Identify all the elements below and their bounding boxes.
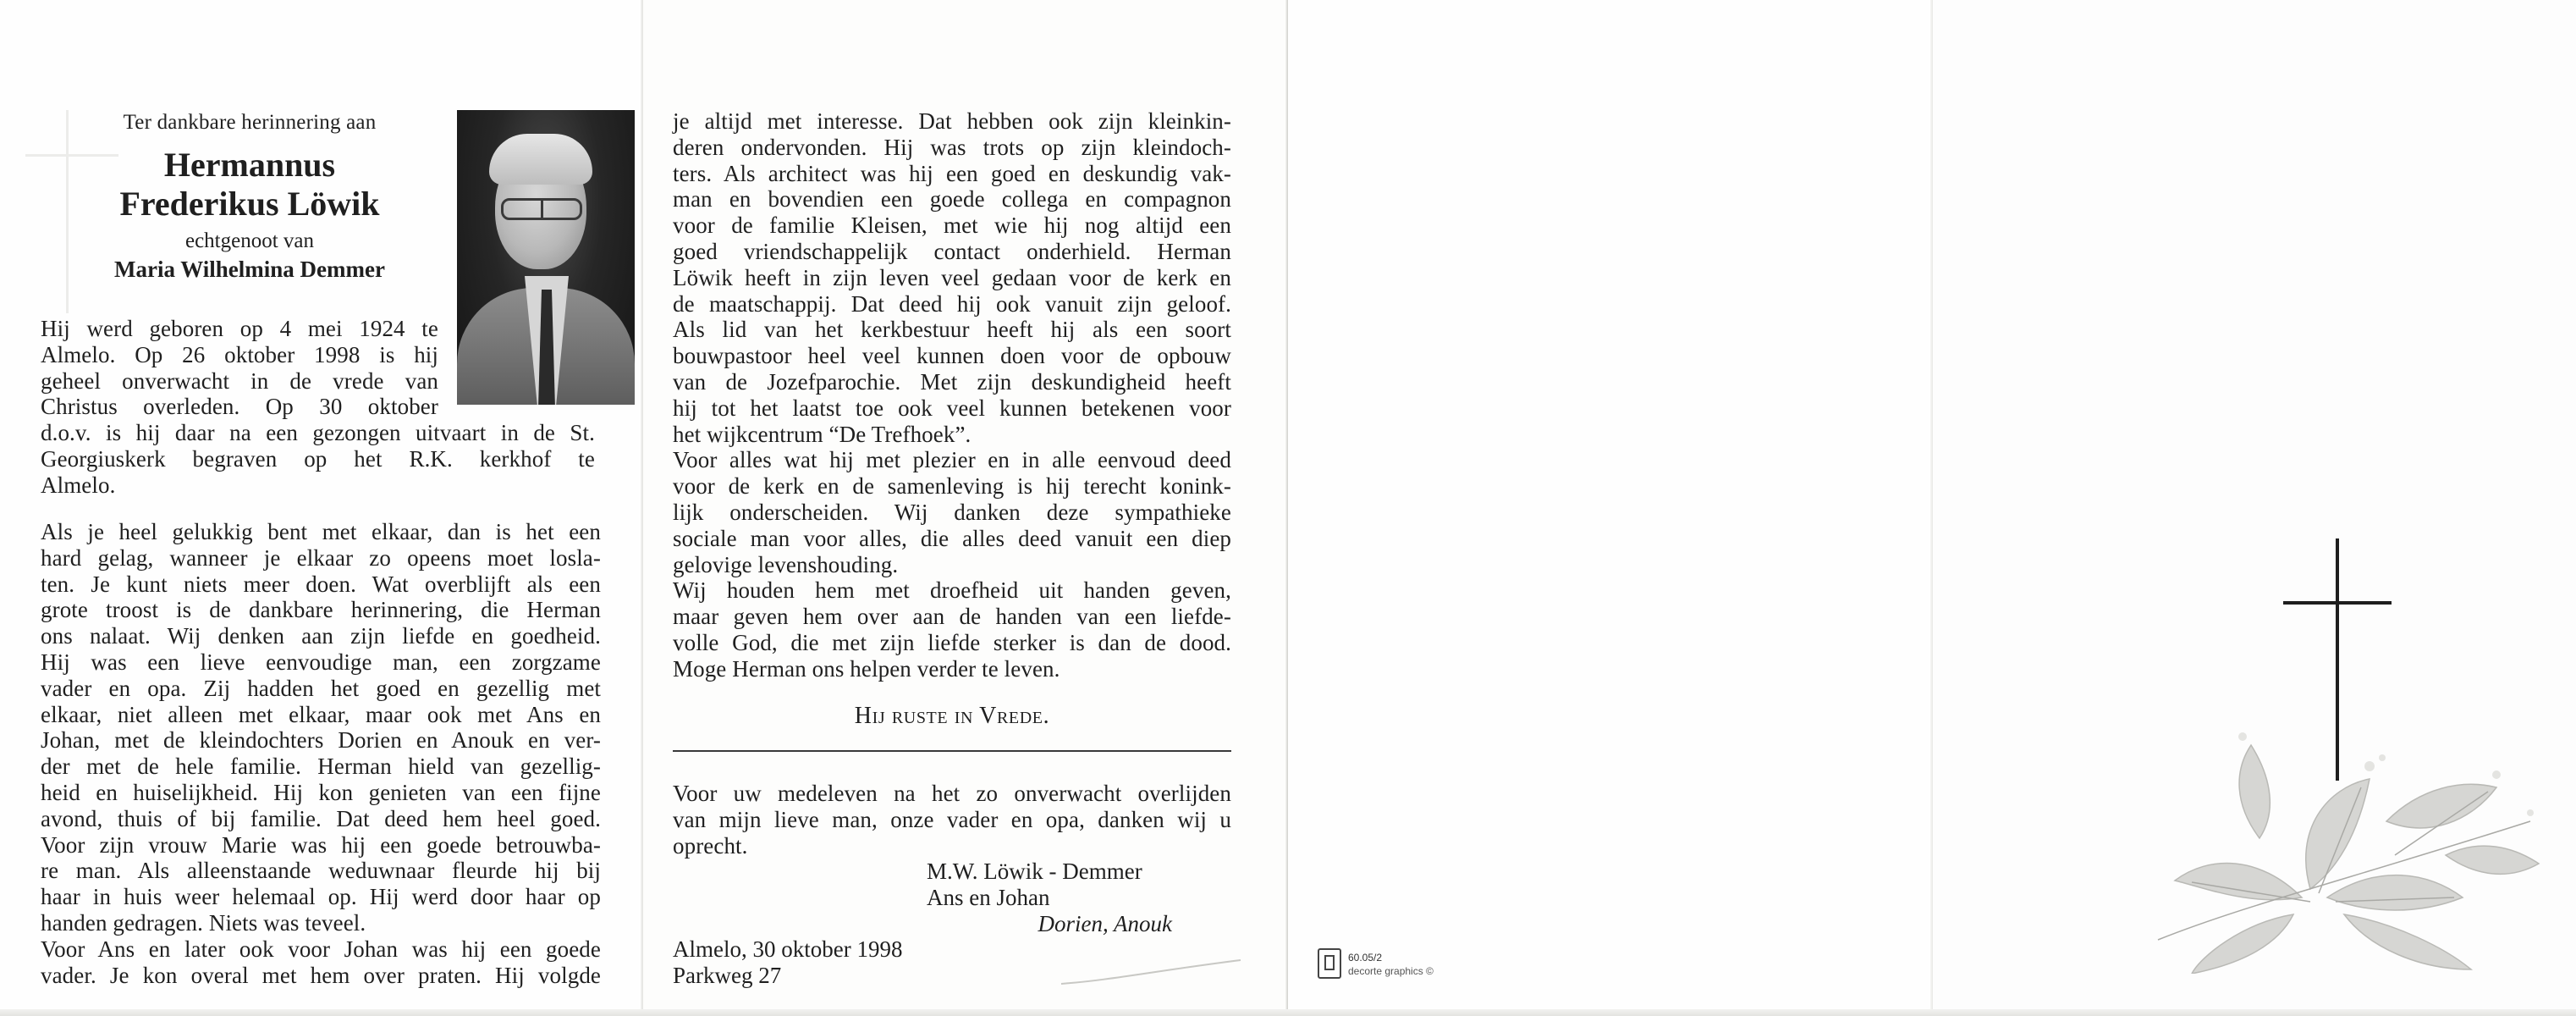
- bio-line: d.o.v. is hij daar na een gezongen uitvaart in de St.: [41, 420, 595, 446]
- memory-line: Johan, met de kleindochters Dorien en Anouk en ver-: [41, 727, 601, 754]
- continuation-line: lijk onderscheiden. Wij danken deze sympathieke: [673, 499, 1231, 525]
- continuation-line: van de Jozefparochie. Met zijn deskundigheid heeft: [673, 368, 1231, 395]
- family-signatures: [927, 859, 1248, 936]
- memory-line: der met de hele familie. Herman hield van gezellig-: [41, 754, 601, 780]
- memory-line: Voor Ans en later ook voor Johan was hij een goede: [41, 936, 601, 962]
- memory-line: vader. Je kon overal met hem over praten. Hij volgde: [41, 962, 601, 988]
- memorial-header: [59, 108, 440, 284]
- continuation-line: Moge Herman ons helpen verder te leven.: [673, 655, 1060, 682]
- bio-line: geheel onverwacht in de vrede van: [41, 367, 438, 394]
- memory-line: heid en huiselijkheid. Hij kon genieten van een fijne: [41, 779, 601, 805]
- place-and-date: Almelo, 30 oktober 1998: [673, 936, 903, 962]
- signature-grandchildren: Dorien, Anouk: [1038, 910, 1172, 936]
- memory-line: ten. Je kunt niets meer doen. Wat overblijft als een: [41, 571, 601, 597]
- memory-line: haar in huis weer helemaal op. Hij werd door haar op: [41, 884, 601, 910]
- deceased-name-last: Frederikus Löwik: [119, 185, 380, 223]
- memory-line: handen gedragen. Niets was teveel.: [41, 909, 366, 936]
- portrait-photo: [457, 110, 635, 405]
- card-panel-back-inner: [1288, 0, 1933, 1016]
- printer-name: decorte graphics ©: [1348, 965, 1434, 977]
- continuation-line: sociale man voor alles, die alles deed vanuit een diep: [673, 525, 1231, 551]
- thanks-line: van mijn lieve man, onze vader en opa, danken wij u: [673, 806, 1231, 832]
- bio-line: Hij werd geboren op 4 mei 1924 te: [41, 316, 438, 341]
- memory-line: Als je heel gelukkig bent met elkaar, dan is het een: [41, 519, 601, 544]
- printer-code: 60.05/2: [1348, 952, 1383, 964]
- memory-line: hard gelag, wanneer je elkaar zo opeens moet losla-: [41, 544, 601, 571]
- bio-line: Almelo.: [41, 472, 116, 498]
- printer-logo-icon: [1318, 948, 1341, 979]
- memory-line: elkaar, niet alleen met elkaar, maar ook met Ans en: [41, 701, 601, 727]
- card-bottom-edge: [0, 1009, 2576, 1016]
- memory-line: Hij was een lieve eenvoudige man, een zorgzame: [41, 649, 601, 675]
- pen-stroke-mark: [1058, 955, 1244, 989]
- memories-paragraph: [41, 519, 601, 988]
- signature-widow: M.W. Löwik - Demmer: [927, 859, 1142, 884]
- memory-line: vader en opa. Zij hadden het goed en gezellig met: [41, 675, 601, 701]
- continuation-line: voor de kerk en de samenleving is hij terecht konink-: [673, 473, 1231, 500]
- memory-line: ons nalaat. Wij denken aan zijn liefde en goedheid.: [41, 623, 601, 649]
- continuation-line: gelovige levenshouding.: [673, 551, 899, 577]
- section-divider: [673, 750, 1231, 752]
- continuation-line: hij tot het laatst toe ook veel kunnen betekenen voor: [673, 395, 1231, 421]
- biography-paragraph: [41, 316, 595, 499]
- deceased-name-first: Hermannus: [163, 146, 336, 184]
- continuation-line: je altijd met interesse. Dat hebben ook zijn kleinkin-: [673, 108, 1231, 134]
- address: Parkweg 27: [673, 963, 782, 988]
- signature-children: Ans en Johan: [927, 884, 1050, 910]
- continuation-line: Als lid van het kerkbestuur heeft hij als een soort: [673, 317, 1231, 343]
- continuation-line: voor de familie Kleisen, met wie hij nog altijd een: [673, 213, 1231, 239]
- thanks-line: Voor uw medeleven na het zo onverwacht overlijden: [673, 781, 1231, 806]
- latin-cross-icon: [2276, 538, 2395, 781]
- memory-line: re man. Als alleenstaande weduwnaar fleurde hij bij: [41, 858, 601, 884]
- printer-mark: [1318, 948, 1487, 986]
- thanks-line: oprecht.: [673, 832, 748, 859]
- continuation-line: volle God, die met zijn liefde sterker is dan de dood.: [673, 629, 1231, 655]
- bio-line: Almelo. Op 26 oktober 1998 is hij: [41, 341, 438, 367]
- continuation-line: man en bovendien een goede collega en compagnon: [673, 186, 1231, 213]
- memory-line: Voor zijn vrouw Marie was hij een goede betrouwba-: [41, 831, 601, 858]
- spouse-name: Maria Wilhelmina Demmer: [114, 257, 385, 282]
- continuation-line: Voor alles wat hij met plezier en in alle eenvoud deed: [673, 447, 1231, 473]
- continuation-line: deren ondervonden. Hij was trots op zijn kleindoch-: [673, 134, 1231, 160]
- intro-line: Ter dankbare herinnering aan: [123, 111, 377, 134]
- continuation-line: maar geven hem over aan de handen van een liefde-: [673, 604, 1231, 630]
- card-panel-front-left: [0, 0, 643, 1016]
- bio-line: Christus overleden. Op 30 oktober: [41, 394, 438, 420]
- memory-line: grote troost is de dankbare herinnering, die Herman: [41, 597, 601, 623]
- continuation-line: het wijkcentrum “De Trefhoek”.: [673, 421, 972, 447]
- continuation-line: goed vriendschappelijk contact onderhield. Herman: [673, 238, 1231, 264]
- continuation-line: bouwpastoor heel veel kunnen doen voor de opbouw: [673, 343, 1231, 369]
- continuation-line: ters. Als architect was hij een goed en deskundig vak-: [673, 160, 1231, 186]
- continuation-line: Wij houden hem met droefheid uit handen geven,: [673, 577, 1231, 604]
- closing-motto: Hij ruste in Vrede.: [854, 703, 1050, 729]
- continuation-paragraph: [673, 108, 1231, 682]
- continuation-line: Löwik heeft in zijn leven veel gedaan voor de kerk en: [673, 264, 1231, 290]
- spouse-intro: echtgenoot van: [184, 229, 315, 252]
- bio-line: Georgiuskerk begraven op het R.K. kerkhof te: [41, 445, 595, 472]
- thanks-paragraph: [673, 781, 1231, 859]
- continuation-line: de maatschappij. Dat deed hij ook vanuit zijn geloof.: [673, 290, 1231, 317]
- memory-line: avond, thuis of bij familie. Dat deed hem heel goed.: [41, 805, 601, 831]
